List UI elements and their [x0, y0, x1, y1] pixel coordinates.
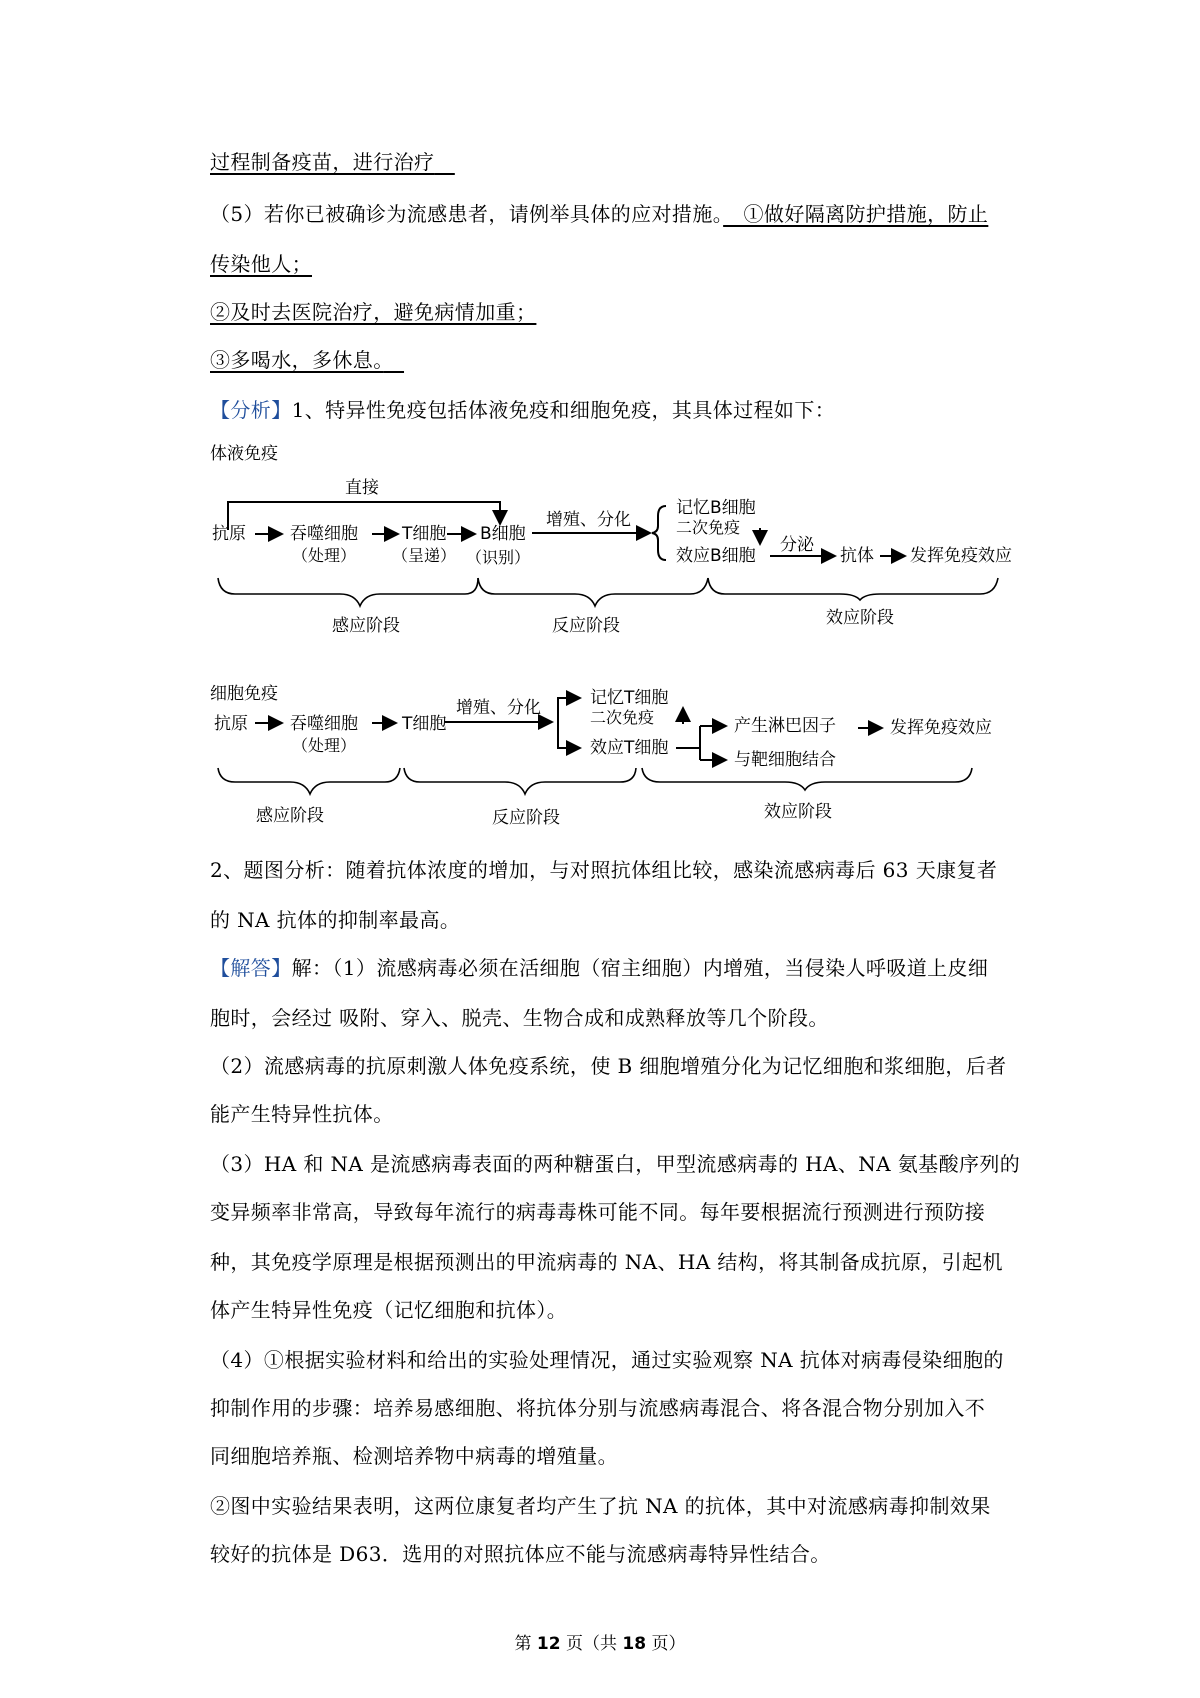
antigen-label: 抗原 — [212, 524, 246, 544]
footer-suffix: 页） — [651, 1634, 686, 1654]
footer-middle: 页（共 — [566, 1634, 617, 1654]
text-line — [210, 1004, 1030, 1032]
stage-effect: 效应阶段 — [826, 608, 894, 628]
text-line — [210, 1346, 1030, 1374]
effector-b-label: 效应B细胞 — [676, 546, 756, 566]
memory-t-label: 记忆T细胞 — [590, 688, 669, 708]
text-line — [210, 1198, 1030, 1226]
text-segment: 解：（1）流感病毒必须在活细胞（宿主细胞）内增殖，当侵染人呼吸道上皮细 — [291, 956, 989, 980]
text-segment: 变异频率非常高，导致每年流行的病毒毒株可能不同。每年要根据流行预测进行预防接 — [210, 1200, 986, 1224]
text-segment: ②图中实验结果表明，这两位康复者均产生了抗 NA 的抗体，其中对流感病毒抑制效果 — [210, 1494, 991, 1518]
footer-prefix: 第 — [514, 1634, 532, 1654]
text-line — [210, 1442, 1030, 1470]
tcell-label: T细胞 — [402, 524, 447, 544]
footer-total-pages: 18 — [622, 1634, 647, 1654]
antigen-label-2: 抗原 — [214, 714, 248, 734]
effector-t-label: 效应T细胞 — [590, 738, 669, 758]
text-segment: 2、题图分析：随着抗体浓度的增加，与对照抗体组比较，感染流感病毒后 63 天康复者 — [210, 858, 998, 882]
text-segment: （2）流感病毒的抗原刺激人体免疫系统，使 B 细胞增殖分化为记忆细胞和浆细胞，后者 — [210, 1054, 1007, 1078]
stage-reaction-2: 反应阶段 — [492, 808, 560, 828]
process-label-2: （处理） — [292, 736, 357, 755]
text-line — [210, 1394, 1030, 1422]
second-immunity-label: 二次免疫 — [676, 518, 741, 537]
proliferate-label: 增殖、分化 — [546, 510, 631, 530]
antibody-label: 抗体 — [840, 546, 874, 566]
phagocyte-label: 吞噬细胞 — [290, 524, 358, 544]
text-segment: 的 NA 抗体的抑制率最高。 — [210, 908, 461, 932]
answer-text: ①做好隔离防护措施，防止 — [723, 202, 989, 226]
immune-effect-label-2: 发挥免疫效应 — [890, 718, 992, 738]
text-line — [210, 856, 1030, 884]
section-tag: 【解答】 — [210, 956, 292, 980]
text-segment: （3）HA 和 NA 是流感病毒表面的两种糖蛋白，甲型流感病毒的 HA、NA 氨基酸序列的 — [210, 1152, 1021, 1176]
text-segment: （5）若你已被确诊为流感患者，请例举具体的应对措施。 — [210, 202, 724, 226]
section-tag: 【分析】 — [210, 398, 292, 422]
stage-induction: 感应阶段 — [332, 616, 400, 636]
second-immunity-label-2: 二次免疫 — [590, 708, 655, 727]
phagocyte-label-2: 吞噬细胞 — [290, 714, 358, 734]
immune-effect-label: 发挥免疫效应 — [910, 546, 1012, 566]
answer-text: 过程制备疫苗，进行治疗 — [210, 150, 435, 174]
text-line — [210, 1150, 1030, 1178]
text-line — [210, 1540, 1030, 1568]
bcell-label: B细胞 — [480, 524, 526, 544]
text-segment: 1、特异性免疫包括体液免疫和细胞免疫，其具体过程如下： — [291, 398, 836, 422]
text-line — [210, 954, 1030, 982]
proliferate-label-2: 增殖、分化 — [456, 698, 541, 718]
memory-b-label: 记忆B细胞 — [676, 498, 756, 518]
stage-induction-2: 感应阶段 — [256, 806, 324, 826]
text-line — [210, 1100, 1030, 1128]
tcell-label-2: T细胞 — [402, 714, 447, 734]
text-line — [210, 1248, 1030, 1276]
lymphokine-label: 产生淋巴因子 — [734, 716, 836, 736]
text-line — [210, 906, 1030, 934]
footer-page-number: 12 — [536, 1634, 561, 1654]
text-segment: （4）①根据实验材料和给出的实验处理情况，通过实验观察 NA 抗体对病毒侵染细胞的 — [210, 1348, 1004, 1372]
humoral-title: 体液免疫 — [210, 444, 278, 464]
present-label: （呈递） — [392, 546, 457, 565]
text-line — [210, 1052, 1030, 1080]
text-segment: 抑制作用的步骤：培养易感细胞、将抗体分别与流感病毒混合、将各混合物分别加入不 — [210, 1396, 986, 1420]
text-segment: 胞时，会经过 吸附、穿入、脱壳、生物合成和成熟释放等几个阶段。 — [210, 1006, 829, 1030]
text-segment: 体产生特异性免疫（记忆细胞和抗体）。 — [210, 1298, 568, 1322]
answer-text: 传染他人； — [210, 252, 312, 276]
text-line — [210, 1296, 1030, 1324]
target-cell-label: 与靶细胞结合 — [734, 750, 836, 770]
direct-label: 直接 — [345, 478, 379, 498]
process-label: （处理） — [292, 546, 357, 565]
answer-text: ③多喝水，多休息。 — [210, 348, 384, 372]
stage-reaction: 反应阶段 — [552, 616, 620, 636]
text-line — [210, 1492, 1030, 1520]
text-segment: 较好的抗体是 D63．选用的对照抗体应不能与流感病毒特异性结合。 — [210, 1542, 831, 1566]
answer-text: ②及时去医院治疗，避免病情加重； — [210, 300, 537, 324]
text-segment: 能产生特异性抗体。 — [210, 1102, 394, 1126]
text-segment: 同细胞培养瓶、检测培养物中病毒的增殖量。 — [210, 1444, 618, 1468]
page-footer — [0, 1632, 1200, 1656]
stage-effect-2: 效应阶段 — [764, 802, 832, 822]
recognize-label: （识别） — [466, 548, 531, 567]
secrete-label: 分泌 — [780, 535, 814, 555]
cellular-title: 细胞免疫 — [210, 684, 278, 704]
text-segment: 种，其免疫学原理是根据预测出的甲流病毒的 NA、HA 结构，将其制备成抗原，引起机 — [210, 1250, 1003, 1274]
